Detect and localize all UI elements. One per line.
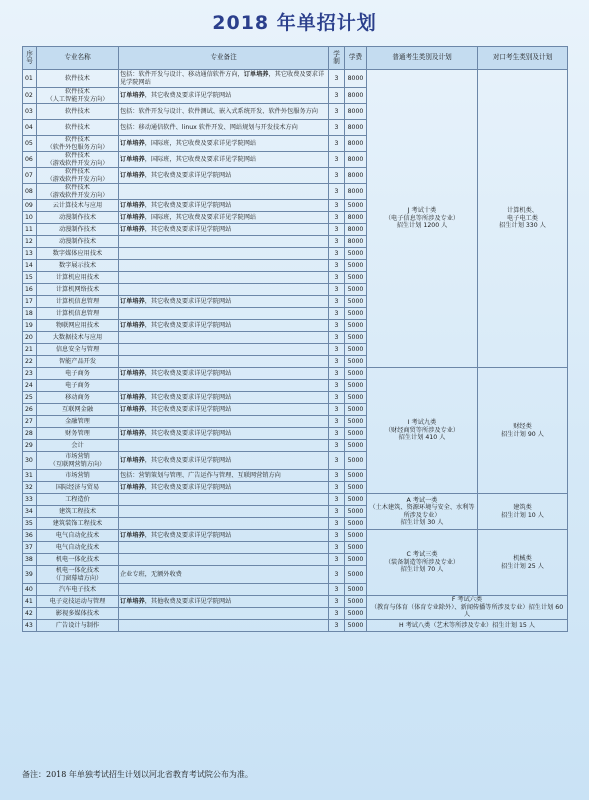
study-years: 3 <box>329 260 345 272</box>
remark-order-training: 订单培养 <box>120 155 145 163</box>
tuition-fee: 5000 <box>345 608 367 620</box>
major-remark <box>119 70 329 88</box>
header-fee: 学费 <box>345 47 367 70</box>
tuition-fee: 5000 <box>345 380 367 392</box>
study-years: 3 <box>329 470 345 482</box>
remark-order-training: 订单培养 <box>120 429 145 437</box>
tuition-fee: 8000 <box>345 88 367 104</box>
row-number: 20 <box>23 332 37 344</box>
major-name: 电子商务 <box>37 368 119 380</box>
tuition-fee: 5000 <box>345 272 367 284</box>
major-remark <box>119 184 329 200</box>
major-remark <box>119 236 329 248</box>
row-number: 36 <box>23 530 37 542</box>
remark-text: ，其它收费及要求详见学院网站 <box>144 201 232 209</box>
tuition-fee: 5000 <box>345 530 367 542</box>
row-number: 27 <box>23 416 37 428</box>
study-years: 3 <box>329 212 345 224</box>
remark-order-training: 订单培养 <box>120 201 145 209</box>
tuition-fee: 5000 <box>345 620 367 632</box>
major-name: 计算机信息管理 <box>37 296 119 308</box>
row-number: 17 <box>23 296 37 308</box>
row-number: 16 <box>23 284 37 296</box>
remark-text: ，国际班，其它收费及要求详见学院网站 <box>144 155 257 163</box>
vocational-category-construction: 建筑类 招生计划 10 人 <box>478 494 568 530</box>
table-row <box>23 620 568 632</box>
major-name: 软件技术 <box>37 104 119 120</box>
study-years: 3 <box>329 104 345 120</box>
tuition-fee: 5000 <box>345 428 367 440</box>
study-years: 3 <box>329 404 345 416</box>
study-years: 3 <box>329 392 345 404</box>
study-years: 3 <box>329 506 345 518</box>
major-remark <box>119 518 329 530</box>
major-remark <box>119 482 329 494</box>
header-years: 学制 <box>329 47 345 70</box>
remark-text: ，其它收费及要求详见学院网站 <box>144 531 232 539</box>
table-row <box>23 530 568 542</box>
plan-table-body <box>23 47 568 632</box>
row-number: 13 <box>23 248 37 260</box>
remark-order-training: 订单培养 <box>120 139 145 147</box>
remark-order-training: 订单培养 <box>120 297 145 305</box>
major-remark <box>119 224 329 236</box>
tuition-fee: 5000 <box>345 506 367 518</box>
major-remark <box>119 494 329 506</box>
row-number: 28 <box>23 428 37 440</box>
study-years: 3 <box>329 542 345 554</box>
general-category-i: I 考试九类 （财经商贸等所涉及专业） 招生计划 410 人 <box>367 368 478 494</box>
tuition-fee: 5000 <box>345 296 367 308</box>
major-remark <box>119 620 329 632</box>
major-remark <box>119 506 329 518</box>
major-remark <box>119 344 329 356</box>
study-years: 3 <box>329 248 345 260</box>
tuition-fee: 8000 <box>345 152 367 168</box>
row-number: 02 <box>23 88 37 104</box>
tuition-fee: 5000 <box>345 440 367 452</box>
tuition-fee: 5000 <box>345 518 367 530</box>
major-name: 影视多媒体技术 <box>37 608 119 620</box>
remark-text: ，其它收费及要求详见学院网站 <box>144 429 232 437</box>
tuition-fee: 5000 <box>345 404 367 416</box>
row-number: 14 <box>23 260 37 272</box>
row-number: 34 <box>23 506 37 518</box>
remark-order-training: 订单培养 <box>120 369 145 377</box>
major-remark <box>119 416 329 428</box>
remark-order-training: 订单培养 <box>120 321 145 329</box>
major-name: 动漫制作技术 <box>37 224 119 236</box>
major-name: 电气自动化技术 <box>37 542 119 554</box>
major-remark <box>119 596 329 608</box>
tuition-fee: 8000 <box>345 184 367 200</box>
header-major: 专业名称 <box>37 47 119 70</box>
study-years: 3 <box>329 152 345 168</box>
row-number: 30 <box>23 452 37 470</box>
major-remark <box>119 136 329 152</box>
remark-text: ，其它收费及要求详见学院网站 <box>144 393 232 401</box>
tuition-fee: 5000 <box>345 200 367 212</box>
major-name: 财务管理 <box>37 428 119 440</box>
tuition-fee: 5000 <box>345 344 367 356</box>
major-remark <box>119 104 329 120</box>
major-name: 工程造价 <box>37 494 119 506</box>
row-number: 01 <box>23 70 37 88</box>
study-years: 3 <box>329 272 345 284</box>
major-remark <box>119 284 329 296</box>
major-name: 市场营销 <box>37 470 119 482</box>
major-remark <box>119 554 329 566</box>
major-name: 电子商务 <box>37 380 119 392</box>
remark-order-training: 订单培养 <box>120 91 145 99</box>
page-title: 2018 年单招计划 <box>212 12 377 34</box>
major-remark <box>119 584 329 596</box>
major-name: 软件技术 （人工智能开发方向） <box>37 88 119 104</box>
remark-order-training: 订单培养 <box>120 405 145 413</box>
study-years: 3 <box>329 284 345 296</box>
row-number: 23 <box>23 368 37 380</box>
tuition-fee: 8000 <box>345 168 367 184</box>
major-name: 会计 <box>37 440 119 452</box>
tuition-fee: 8000 <box>345 70 367 88</box>
remark-text: ，其他收费及要求详见学院网站 <box>144 597 232 605</box>
remark-text: ，国际班，其它收费及要求详见学院网站 <box>144 139 257 147</box>
remark-text: ，其它收费及要求详见学院网站 <box>144 225 232 233</box>
major-remark <box>119 470 329 482</box>
tuition-fee: 8000 <box>345 212 367 224</box>
remark-text: 包括：软件开发与设计、软件测试、嵌入式系统开发、软件外包服务方向 <box>120 107 318 115</box>
row-number: 09 <box>23 200 37 212</box>
major-name: 软件技术 （游戏软件开发方向） <box>37 152 119 168</box>
tuition-fee: 5000 <box>345 320 367 332</box>
remark-text: 企业专班，无额外收费 <box>120 570 182 578</box>
major-remark <box>119 440 329 452</box>
major-remark <box>119 542 329 554</box>
vocational-category-computer: 计算机类、 电子电工类 招生计划 330 人 <box>478 70 568 368</box>
major-remark <box>119 212 329 224</box>
major-name: 云计算技术与应用 <box>37 200 119 212</box>
study-years: 3 <box>329 428 345 440</box>
study-years: 3 <box>329 344 345 356</box>
row-number: 37 <box>23 542 37 554</box>
remark-order-training: 订单培养 <box>120 483 145 491</box>
row-number: 25 <box>23 392 37 404</box>
major-name: 物联网应用技术 <box>37 320 119 332</box>
study-years: 3 <box>329 332 345 344</box>
study-years: 3 <box>329 224 345 236</box>
footnote: 备注：2018 年单独考试招生计划以河北省教育考试院公布为准。 <box>22 770 253 779</box>
tuition-fee: 5000 <box>345 308 367 320</box>
major-remark <box>119 120 329 136</box>
major-name: 电子竞技运动与管理 <box>37 596 119 608</box>
remark-order-training: 订单培养 <box>120 225 145 233</box>
major-remark <box>119 272 329 284</box>
tuition-fee: 5000 <box>345 392 367 404</box>
major-name: 金融管理 <box>37 416 119 428</box>
tuition-fee: 5000 <box>345 542 367 554</box>
major-name: 建筑工程技术 <box>37 506 119 518</box>
remark-order-training: 订单培养 <box>120 456 145 464</box>
study-years: 3 <box>329 416 345 428</box>
major-name: 动漫制作技术 <box>37 236 119 248</box>
table-row <box>23 494 568 506</box>
major-name: 信息安全与管理 <box>37 344 119 356</box>
header-general: 普通考生类别及计划 <box>367 47 478 70</box>
major-name: 软件技术 （游戏软件开发方向） <box>37 168 119 184</box>
major-name: 机电一体化技术 <box>37 554 119 566</box>
general-category-c: C 考试三类 （装备制造等所涉及专业） 招生计划 70 人 <box>367 530 478 596</box>
major-remark <box>119 428 329 440</box>
study-years: 3 <box>329 608 345 620</box>
row-number: 29 <box>23 440 37 452</box>
major-name: 建筑装饰工程技术 <box>37 518 119 530</box>
row-number: 21 <box>23 344 37 356</box>
remark-text: ，其它收费及要求详见学院网站 <box>144 297 232 305</box>
major-remark <box>119 152 329 168</box>
major-name: 大数据技术与应用 <box>37 332 119 344</box>
row-number: 22 <box>23 356 37 368</box>
tuition-fee: 5000 <box>345 584 367 596</box>
study-years: 3 <box>329 320 345 332</box>
row-number: 43 <box>23 620 37 632</box>
study-years: 3 <box>329 596 345 608</box>
general-category-j: J 考试十类 （电子信息等所涉及专业） 招生计划 1200 人 <box>367 70 478 368</box>
row-number: 11 <box>23 224 37 236</box>
major-remark <box>119 356 329 368</box>
study-years: 3 <box>329 136 345 152</box>
major-name: 动漫制作技术 <box>37 212 119 224</box>
major-remark <box>119 332 329 344</box>
tuition-fee: 8000 <box>345 120 367 136</box>
tuition-fee: 5000 <box>345 596 367 608</box>
major-name: 计算机应用技术 <box>37 272 119 284</box>
tuition-fee: 5000 <box>345 554 367 566</box>
row-number: 38 <box>23 554 37 566</box>
remark-order-training: 订单培养 <box>120 393 145 401</box>
remark-order-training: 订单培养 <box>243 71 269 79</box>
major-remark <box>119 248 329 260</box>
row-number: 19 <box>23 320 37 332</box>
study-years: 3 <box>329 200 345 212</box>
remark-order-training: 订单培养 <box>120 597 145 605</box>
table-row <box>23 70 568 88</box>
study-years: 3 <box>329 482 345 494</box>
study-years: 3 <box>329 70 345 88</box>
major-remark <box>119 88 329 104</box>
major-remark <box>119 530 329 542</box>
study-years: 3 <box>329 120 345 136</box>
major-remark <box>119 566 329 584</box>
study-years: 3 <box>329 380 345 392</box>
major-remark <box>119 200 329 212</box>
tuition-fee: 5000 <box>345 248 367 260</box>
tuition-fee: 5000 <box>345 356 367 368</box>
remark-order-training: 订单培养 <box>120 171 145 179</box>
study-years: 3 <box>329 518 345 530</box>
study-years: 3 <box>329 566 345 584</box>
row-number: 06 <box>23 152 37 168</box>
study-years: 3 <box>329 368 345 380</box>
tuition-fee: 5000 <box>345 284 367 296</box>
study-years: 3 <box>329 356 345 368</box>
row-number: 35 <box>23 518 37 530</box>
table-row <box>23 368 568 380</box>
study-years: 3 <box>329 168 345 184</box>
vocational-category-mechanical: 机械类 招生计划 25 人 <box>478 530 568 596</box>
remark-text: ，其它收费及要求详见学院网站 <box>144 456 232 464</box>
major-remark <box>119 380 329 392</box>
major-name: 智能产品开发 <box>37 356 119 368</box>
study-years: 3 <box>329 620 345 632</box>
row-number: 15 <box>23 272 37 284</box>
row-number: 26 <box>23 404 37 416</box>
remark-text: ，其它收费及要求详见学院网站 <box>120 71 325 86</box>
remark-order-training: 订单培养 <box>120 213 145 221</box>
tuition-fee: 8000 <box>345 104 367 120</box>
major-remark <box>119 392 329 404</box>
tuition-fee: 8000 <box>345 136 367 152</box>
remark-text: 包括：移动通信软件、linux 软件开发、网站规划与开发技术方向 <box>120 123 298 131</box>
major-name: 汽车电子技术 <box>37 584 119 596</box>
major-remark <box>119 368 329 380</box>
tuition-fee: 8000 <box>345 224 367 236</box>
row-number: 04 <box>23 120 37 136</box>
row-number: 12 <box>23 236 37 248</box>
header-vocational: 对口考生类别及计划 <box>478 47 568 70</box>
study-years: 3 <box>329 296 345 308</box>
header-remark: 专业备注 <box>119 47 329 70</box>
header-seq: 序号 <box>23 47 37 70</box>
tuition-fee: 5000 <box>345 416 367 428</box>
major-remark <box>119 404 329 416</box>
major-name: 软件技术 <box>37 70 119 88</box>
study-years: 3 <box>329 584 345 596</box>
row-number: 39 <box>23 566 37 584</box>
remark-text: 包括：软件开发与设计、移动通信软件方向， <box>120 71 244 79</box>
row-number: 05 <box>23 136 37 152</box>
table-row <box>23 596 568 608</box>
major-remark <box>119 320 329 332</box>
row-number: 18 <box>23 308 37 320</box>
tuition-fee: 5000 <box>345 332 367 344</box>
major-remark <box>119 608 329 620</box>
study-years: 3 <box>329 236 345 248</box>
plan-table <box>22 46 568 632</box>
row-number: 41 <box>23 596 37 608</box>
major-name: 机电一体化技术 （门窗幕墙方向） <box>37 566 119 584</box>
row-number: 32 <box>23 482 37 494</box>
major-remark <box>119 296 329 308</box>
remark-text: ，其它收费及要求详见学院网站 <box>144 483 232 491</box>
remark-order-training: 订单培养 <box>120 531 145 539</box>
remark-text: ，其它收费及要求详见学院网站 <box>144 405 232 413</box>
major-name: 计算机信息管理 <box>37 308 119 320</box>
row-number: 03 <box>23 104 37 120</box>
tuition-fee: 5000 <box>345 260 367 272</box>
tuition-fee: 5000 <box>345 482 367 494</box>
study-years: 3 <box>329 494 345 506</box>
major-name: 移动商务 <box>37 392 119 404</box>
remark-text: ，其它收费及要求详见学院网站 <box>144 91 232 99</box>
study-years: 3 <box>329 88 345 104</box>
major-name: 软件技术 （软件外包服务方向） <box>37 136 119 152</box>
remark-text: ，其它收费及要求详见学院网站 <box>144 369 232 377</box>
row-number: 08 <box>23 184 37 200</box>
major-name: 电气自动化技术 <box>37 530 119 542</box>
tuition-fee: 5000 <box>345 452 367 470</box>
remark-text: ，国际班，其它收费及要求详见学院网站 <box>144 213 257 221</box>
row-number: 33 <box>23 494 37 506</box>
major-remark <box>119 452 329 470</box>
row-number: 31 <box>23 470 37 482</box>
tuition-fee: 5000 <box>345 368 367 380</box>
study-years: 3 <box>329 530 345 542</box>
major-remark <box>119 260 329 272</box>
remark-text: ，其它收费及要求详见学院网站 <box>144 321 232 329</box>
remark-text: 包括：营销策划与管理、广告运作与管理、互联网营销方向 <box>120 471 281 479</box>
tuition-fee: 5000 <box>345 470 367 482</box>
major-name: 软件技术 （游戏软件开发方向） <box>37 184 119 200</box>
general-category-h: H 考试八类（艺术等所涉及专业）招生计划 15 人 <box>367 620 568 632</box>
vocational-category-finance: 财经类 招生计划 90 人 <box>478 368 568 494</box>
major-name: 软件技术 <box>37 120 119 136</box>
row-number: 10 <box>23 212 37 224</box>
row-number: 07 <box>23 168 37 184</box>
tuition-fee: 8000 <box>345 236 367 248</box>
study-years: 3 <box>329 184 345 200</box>
study-years: 3 <box>329 440 345 452</box>
remark-text: ，其它收费及要求详见学院网站 <box>144 171 232 179</box>
row-number: 24 <box>23 380 37 392</box>
study-years: 3 <box>329 308 345 320</box>
major-name: 数字展示技术 <box>37 260 119 272</box>
table-header-row <box>23 47 568 70</box>
major-name: 计算机网络技术 <box>37 284 119 296</box>
study-years: 3 <box>329 452 345 470</box>
row-number: 40 <box>23 584 37 596</box>
major-name: 数字媒体应用技术 <box>37 248 119 260</box>
row-number: 42 <box>23 608 37 620</box>
tuition-fee: 5000 <box>345 566 367 584</box>
major-remark <box>119 168 329 184</box>
major-name: 广告设计与制作 <box>37 620 119 632</box>
general-category-a: A 考试一类 （土木建筑、资源环境与安全、水利等所涉及专业） 招生计划 30 人 <box>367 494 478 530</box>
study-years: 3 <box>329 554 345 566</box>
major-name: 国际经济与贸易 <box>37 482 119 494</box>
major-name: 市场营销 （互联网营销方向） <box>37 452 119 470</box>
major-name: 互联网金融 <box>37 404 119 416</box>
general-category-f: F 考试六类 （教育与体育（体育专业除外）、新闻传播等所涉及专业）招生计划 60 人 <box>367 596 568 620</box>
tuition-fee: 5000 <box>345 494 367 506</box>
major-remark <box>119 308 329 320</box>
